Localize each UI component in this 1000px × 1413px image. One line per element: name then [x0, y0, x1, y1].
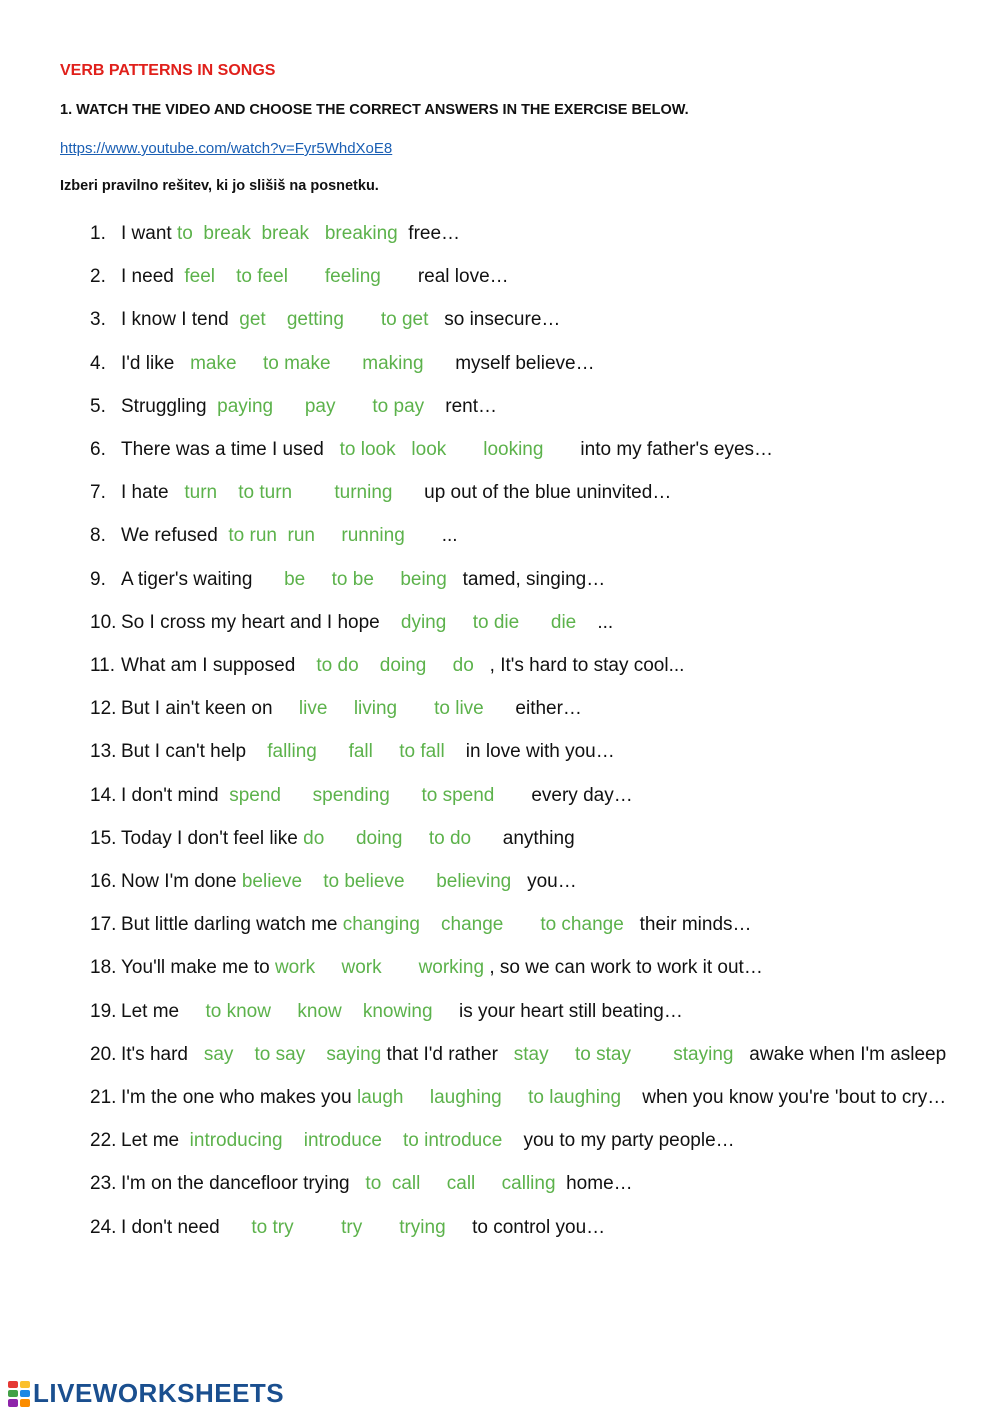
answer-option[interactable]: trying — [399, 1216, 446, 1238]
sentence-text: tamed, singing… — [446, 568, 606, 590]
item-text — [121, 385, 960, 428]
answer-option[interactable]: being — [400, 568, 447, 590]
sentence-text — [327, 698, 353, 719]
answer-option[interactable]: work — [274, 957, 316, 979]
item-number: 7. — [90, 482, 106, 504]
answer-option[interactable]: try — [341, 1216, 363, 1238]
sentence-text — [233, 1044, 254, 1065]
item-text — [121, 1119, 960, 1162]
sentence-text — [382, 957, 419, 978]
answer-option[interactable]: doing — [379, 655, 427, 677]
sentence-text: free… — [397, 223, 461, 244]
item-number: 23. — [90, 1173, 117, 1195]
answer-option[interactable]: pay — [304, 395, 336, 417]
answer-option[interactable]: live — [298, 698, 328, 720]
exercise-item — [90, 730, 960, 773]
answer-option[interactable]: breaking — [324, 223, 398, 244]
answer-option[interactable]: to say — [254, 1043, 306, 1065]
sentence-text: But I ain't keen on — [121, 698, 299, 720]
instruction-subtitle: Izberi pravilno rešitev, ki jo slišiš na posnetku. — [60, 178, 379, 194]
answer-option[interactable]: laughing — [429, 1087, 502, 1109]
item-number: 4. — [90, 352, 106, 374]
item-number: 12. — [90, 698, 117, 720]
answer-option[interactable]: stay — [513, 1043, 549, 1065]
answer-option[interactable]: be — [284, 568, 306, 590]
answer-option[interactable]: look — [411, 439, 447, 461]
exercise-item — [90, 687, 960, 730]
item-text — [121, 860, 960, 903]
exercise-item — [90, 558, 960, 601]
item-text — [121, 817, 960, 860]
answer-option[interactable]: to call — [365, 1173, 421, 1195]
worksheet-title: VERB PATTERNS IN SONGS — [60, 62, 276, 79]
sentence-text: into my father's eyes… — [543, 439, 774, 461]
sentence-text: you… — [511, 871, 577, 893]
sentence-text — [315, 957, 341, 978]
item-number: 10. — [90, 611, 117, 633]
sentence-text — [305, 1044, 326, 1065]
logo-text: LIVEWORKSHEETS — [33, 1378, 285, 1408]
sentence-text: their minds… — [623, 914, 752, 936]
exercise-item — [90, 1076, 960, 1119]
sentence-text — [217, 482, 238, 503]
sentence-text — [315, 525, 341, 546]
answer-option[interactable]: to look — [339, 439, 396, 461]
answer-option[interactable]: changing — [342, 914, 420, 936]
sentence-text — [420, 914, 441, 935]
item-number: 16. — [90, 871, 117, 893]
item-number: 2. — [90, 266, 106, 288]
answer-option[interactable]: work — [341, 957, 382, 979]
video-link[interactable]: https://www.youtube.com/watch?v=Fyr5WhdXoE8 — [60, 140, 393, 157]
sentence-text — [324, 828, 356, 849]
exercise-item — [90, 1119, 960, 1162]
answer-option[interactable]: to turn — [238, 482, 293, 504]
item-text — [121, 730, 960, 773]
sentence-text: I need — [121, 266, 185, 288]
sentence-text — [362, 1217, 399, 1238]
exercise-item — [90, 990, 960, 1033]
exercise-item — [90, 817, 960, 860]
answer-option[interactable]: feeling — [324, 266, 381, 288]
answer-option[interactable]: laugh — [356, 1087, 404, 1109]
answer-option[interactable]: believing — [436, 871, 512, 893]
sentence-text — [283, 1130, 304, 1151]
sentence-text — [281, 785, 313, 806]
item-text — [121, 644, 960, 687]
answer-option[interactable]: to be — [331, 568, 374, 590]
exercise-item — [90, 428, 960, 471]
exercise-item — [90, 385, 960, 428]
item-number: 13. — [90, 741, 117, 763]
answer-option[interactable]: calling — [501, 1173, 556, 1195]
sentence-text: Now I'm done — [121, 871, 242, 893]
sentence-text: every day… — [494, 784, 633, 806]
sentence-text — [251, 223, 262, 244]
sentence-text: anything — [471, 827, 575, 849]
sentence-text: It's hard — [121, 1043, 204, 1065]
liveworksheets-logo — [8, 1378, 284, 1409]
item-text — [121, 1162, 960, 1205]
item-number: 5. — [90, 395, 106, 417]
answer-option[interactable]: run — [287, 525, 315, 547]
sentence-text — [403, 1087, 429, 1108]
sentence-text — [402, 828, 428, 849]
sentence-text: I'd like — [121, 352, 191, 374]
item-number: 18. — [90, 957, 117, 979]
exercise-list — [90, 212, 960, 1249]
item-text — [121, 1206, 960, 1249]
exercise-item — [90, 1162, 960, 1205]
answer-option[interactable]: get — [239, 309, 266, 331]
item-text — [121, 298, 960, 341]
exercise-item — [90, 212, 960, 255]
sentence-text — [344, 309, 381, 330]
item-number: 3. — [90, 309, 106, 331]
answer-option[interactable]: do — [452, 655, 474, 677]
item-text — [121, 471, 960, 514]
sentence-text: Today I don't feel like — [121, 827, 304, 849]
answer-option[interactable]: to know — [205, 1000, 271, 1022]
answer-option[interactable]: knowing — [362, 1000, 433, 1022]
answer-option[interactable]: turn — [184, 482, 218, 504]
exercise-item — [90, 298, 960, 341]
sentence-text — [215, 266, 236, 287]
sentence-text — [342, 1001, 363, 1022]
sentence-text — [302, 871, 323, 892]
answer-option[interactable]: to change — [540, 914, 624, 936]
sentence-text — [273, 396, 305, 417]
answer-option[interactable]: making — [362, 352, 424, 374]
exercise-item — [90, 1206, 960, 1249]
item-number: 9. — [90, 568, 106, 590]
item-number: 21. — [90, 1087, 117, 1109]
sentence-text — [549, 1044, 575, 1065]
sentence-text — [237, 353, 263, 374]
sentence-text: to control you… — [445, 1216, 606, 1238]
sentence-text: real love… — [380, 266, 509, 288]
sentence-text: Let me — [121, 1000, 206, 1022]
logo-icon — [8, 1381, 30, 1407]
sentence-text — [292, 482, 334, 503]
sentence-text — [374, 569, 400, 590]
sentence-text — [271, 1001, 297, 1022]
sentence-text: Struggling — [121, 395, 218, 417]
answer-option[interactable]: to break — [176, 223, 251, 244]
answer-option[interactable]: break — [261, 223, 310, 244]
sentence-text — [446, 612, 472, 633]
exercise-item — [90, 774, 960, 817]
sentence-text: You'll make me to — [121, 957, 275, 979]
sentence-text: We refused — [121, 525, 229, 547]
sentence-text — [382, 1130, 403, 1151]
item-number: 1. — [90, 223, 106, 244]
sentence-text: A tiger's waiting — [121, 568, 285, 590]
sentence-text: up out of the blue uninvited… — [392, 482, 672, 504]
item-text — [121, 687, 960, 730]
sentence-text: awake when I'm asleep — [733, 1043, 947, 1065]
answer-option[interactable]: to laughing — [528, 1087, 622, 1109]
answer-option[interactable]: to die — [472, 611, 520, 633]
sentence-text — [373, 741, 399, 762]
sentence-text — [405, 871, 437, 892]
exercise-item — [90, 601, 960, 644]
sentence-text — [420, 1173, 446, 1194]
answer-option[interactable]: looking — [483, 439, 544, 461]
answer-option[interactable]: getting — [286, 309, 344, 331]
answer-option[interactable]: to try — [251, 1216, 294, 1238]
item-number: 15. — [90, 827, 117, 849]
answer-option[interactable]: change — [441, 914, 504, 936]
item-text — [121, 903, 960, 946]
answer-option[interactable]: to fall — [399, 741, 445, 763]
sentence-text: , It's hard to stay cool... — [473, 655, 685, 677]
answer-option[interactable]: to pay — [372, 395, 425, 417]
sentence-text: so insecure… — [428, 309, 561, 331]
sentence-text: is your heart still beating… — [432, 1000, 683, 1022]
answer-option[interactable]: working — [418, 957, 485, 979]
answer-option[interactable]: to feel — [236, 266, 288, 288]
sentence-text — [266, 309, 287, 330]
sentence-text — [335, 396, 372, 417]
item-text — [121, 428, 960, 471]
sentence-text: There was a time I used — [121, 439, 340, 461]
sentence-text — [397, 698, 434, 719]
item-text — [121, 601, 960, 644]
sentence-text: But I can't help — [121, 741, 268, 763]
exercise-item — [90, 255, 960, 298]
sentence-text — [475, 1173, 501, 1194]
answer-option[interactable]: to get — [380, 309, 429, 331]
sentence-text: in love with you… — [444, 741, 615, 763]
item-number: 6. — [90, 439, 106, 461]
answer-option[interactable]: introducing — [189, 1130, 283, 1152]
item-number: 11. — [90, 655, 116, 677]
sentence-text: you to my party people… — [502, 1130, 735, 1152]
answer-option[interactable]: to believe — [323, 871, 405, 893]
item-text — [121, 514, 960, 557]
item-text — [121, 990, 960, 1033]
answer-option[interactable]: living — [353, 698, 398, 720]
sentence-text: I'm the one who makes you — [121, 1087, 357, 1109]
exercise-item — [90, 644, 960, 687]
sentence-text — [277, 525, 288, 546]
answer-option[interactable]: dying — [400, 611, 447, 633]
answer-option[interactable]: fall — [348, 741, 373, 763]
exercise-item — [90, 1033, 960, 1076]
sentence-text — [331, 353, 363, 374]
item-text — [121, 946, 960, 989]
sentence-text: I don't need — [121, 1216, 252, 1238]
sentence-text: I want — [121, 223, 177, 244]
answer-option[interactable]: doing — [355, 827, 403, 849]
sentence-text: myself believe… — [423, 352, 595, 374]
answer-option[interactable]: to introduce — [403, 1130, 503, 1152]
item-text — [121, 774, 960, 817]
answer-option[interactable]: to stay — [575, 1043, 632, 1065]
answer-option[interactable]: staying — [673, 1043, 734, 1065]
item-text — [121, 1033, 960, 1076]
item-number: 19. — [90, 1000, 117, 1022]
item-text — [121, 342, 960, 385]
answer-option[interactable]: believe — [241, 871, 303, 893]
answer-option[interactable]: introduce — [303, 1130, 382, 1152]
exercise-item — [90, 471, 960, 514]
exercise-item — [90, 903, 960, 946]
sentence-text — [305, 569, 331, 590]
answer-option[interactable]: to do — [316, 655, 359, 677]
exercise-item — [90, 860, 960, 903]
sentence-text — [446, 439, 483, 460]
sentence-text: that I'd rather — [381, 1043, 514, 1065]
sentence-text: , so we can work to work it out… — [484, 957, 763, 979]
item-number: 20. — [90, 1043, 117, 1065]
item-text — [121, 212, 960, 255]
answer-option[interactable]: to live — [434, 698, 484, 720]
answer-option[interactable]: falling — [267, 741, 317, 763]
sentence-text: ... — [576, 611, 614, 633]
sentence-text — [359, 655, 380, 676]
sentence-text — [426, 655, 452, 676]
answer-option[interactable]: to make — [262, 352, 331, 374]
sentence-text — [309, 223, 325, 244]
item-text — [121, 255, 960, 298]
item-text — [121, 558, 960, 601]
answer-option[interactable]: to run — [228, 525, 277, 547]
sentence-text — [390, 785, 422, 806]
answer-option[interactable]: spending — [312, 784, 390, 806]
answer-option[interactable]: running — [341, 525, 405, 547]
item-number: 17. — [90, 914, 117, 936]
answer-option[interactable]: say — [203, 1043, 234, 1065]
sentence-text — [294, 1217, 342, 1238]
answer-option[interactable]: paying — [217, 395, 274, 417]
exercise-item — [90, 342, 960, 385]
sentence-text: I'm on the dancefloor trying — [121, 1173, 366, 1195]
sentence-text: So I cross my heart and I hope — [121, 611, 401, 633]
answer-option[interactable]: make — [190, 352, 237, 374]
answer-option[interactable]: to do — [428, 827, 472, 849]
exercise-item — [90, 946, 960, 989]
sentence-text — [503, 914, 540, 935]
answer-option[interactable]: die — [550, 611, 577, 633]
sentence-text — [502, 1087, 528, 1108]
answer-option[interactable]: turning — [334, 482, 393, 504]
instruction-text: 1. WATCH THE VIDEO AND CHOOSE THE CORRECT ANSWERS IN THE EXERCISE BELOW. — [60, 102, 689, 118]
sentence-text: either… — [483, 698, 582, 720]
item-text — [121, 1076, 960, 1119]
answer-option[interactable]: know — [297, 1000, 342, 1022]
answer-option[interactable]: saying — [326, 1043, 382, 1065]
item-number: 22. — [90, 1130, 117, 1152]
sentence-text: What am I supposed — [121, 655, 317, 677]
answer-option[interactable]: spend — [229, 784, 281, 806]
item-number: 24. — [90, 1216, 117, 1238]
sentence-text — [317, 741, 349, 762]
sentence-text: ... — [404, 525, 458, 547]
sentence-text: I don't mind — [121, 784, 230, 806]
sentence-text: I know I tend — [121, 309, 240, 331]
answer-option[interactable]: call — [446, 1173, 476, 1195]
item-number: 8. — [90, 525, 106, 547]
sentence-text: But little darling watch me — [121, 914, 343, 936]
sentence-text: rent… — [424, 395, 498, 417]
sentence-text: I hate — [121, 482, 185, 504]
item-number: 14. — [90, 784, 117, 806]
sentence-text — [519, 612, 551, 633]
sentence-text: Let me — [121, 1130, 190, 1152]
sentence-text — [396, 439, 412, 460]
exercise-item — [90, 514, 960, 557]
sentence-text — [288, 266, 325, 287]
answer-option[interactable]: to spend — [421, 784, 495, 806]
sentence-text: when you know you're 'bout to cry… — [621, 1087, 947, 1109]
sentence-text: home… — [555, 1173, 633, 1195]
answer-option[interactable]: do — [303, 827, 325, 849]
answer-option[interactable]: feel — [184, 266, 216, 288]
sentence-text — [631, 1044, 673, 1065]
